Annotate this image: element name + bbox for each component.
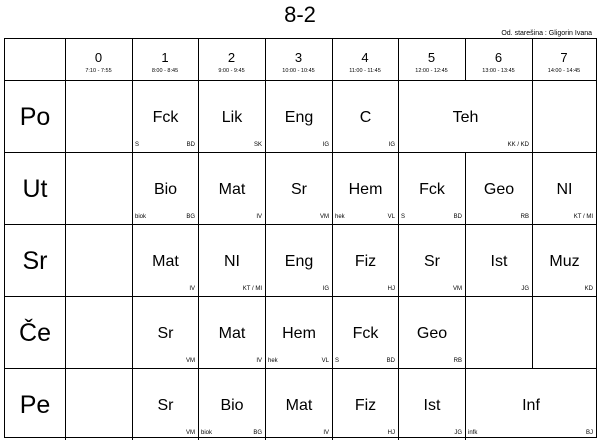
lesson-cell [133,297,198,368]
lesson-teacher: BD [186,142,195,148]
lesson-teacher: IV [189,286,195,292]
lesson-cell [199,225,265,296]
lesson-subject: Lik [221,109,243,126]
lesson-teacher: HJ [387,430,395,436]
column-divider [532,297,533,368]
lesson-cell [199,153,265,224]
lesson-subject: Fiz [354,253,377,270]
lesson-cell [266,297,332,368]
timetable-grid [4,38,597,438]
lesson-cell [133,369,198,440]
lesson-subject: Bio [220,397,244,414]
period-header-7 [532,39,596,80]
lesson-cell [333,297,398,368]
period-header-3 [265,39,332,80]
period-number: 1 [161,50,169,65]
lesson-subject: Fiz [354,397,377,414]
column-divider [198,39,199,80]
column-divider [65,153,66,224]
lesson-cell [266,81,332,152]
lesson-cell [399,297,465,368]
lesson-cell [399,225,465,296]
lesson-teacher: JG [521,286,529,292]
lesson-subject: Fck [352,325,379,342]
period-number: 7 [560,50,568,65]
lesson-subject: Muz [549,253,580,270]
period-header-6 [465,39,532,80]
lesson-room: S [401,214,406,220]
day-label: Pe [19,390,51,419]
lesson-cell [266,225,332,296]
period-time: 14:00 - 14:45 [547,68,581,74]
lesson-subject: Ist [490,253,508,270]
period-time: 9:00 - 9:45 [218,68,245,74]
lesson-room: infk [468,430,478,436]
period-number: 5 [427,50,436,65]
column-divider [65,81,66,152]
lesson-cell [199,81,265,152]
lesson-subject: Sr [291,181,307,198]
lesson-subject: Mat [152,253,179,270]
lesson-cell [466,153,532,224]
period-header-1 [132,39,198,80]
lesson-teacher: BG [253,430,262,436]
lesson-subject: Geo [416,325,448,342]
lesson-cell [399,369,465,440]
lesson-teacher: HJ [387,286,395,292]
lesson-teacher: VL [321,358,329,364]
column-divider [465,297,466,368]
lesson-room: biok [135,214,147,220]
period-number: 0 [94,50,103,65]
lesson-teacher: IV [323,430,329,436]
lesson-room: biok [201,430,213,436]
column-divider [65,369,66,440]
period-number: 2 [227,50,236,65]
lesson-subject: Mat [285,397,313,414]
period-time: 10:00 - 10:45 [282,68,315,74]
lesson-teacher: KK / KD [507,142,529,148]
lesson-subject: C [359,109,372,126]
lesson-subject: Geo [483,181,515,198]
column-divider [398,39,399,80]
lesson-teacher: KD [584,286,593,292]
lesson-teacher: IG [322,142,329,148]
lesson-subject: Sr [157,397,174,414]
period-number: 4 [361,50,369,65]
period-header-2 [198,39,265,80]
lesson-cell [399,153,465,224]
day-label: Ut [22,174,48,203]
column-divider [65,225,66,296]
column-divider [532,39,533,80]
lesson-cell [533,153,596,224]
timetable-title: 8-2 [284,2,316,27]
lesson-cell [333,153,398,224]
lesson-cell [466,225,532,296]
lesson-teacher: RB [453,358,462,364]
lesson-subject: Inf [522,397,540,414]
lesson-subject: NI [556,181,573,198]
lesson-cell [399,81,532,152]
lesson-cell [333,81,398,152]
lesson-cell [133,153,198,224]
period-header-4 [332,39,398,80]
lesson-subject: Sr [157,325,174,342]
lesson-cell [133,225,198,296]
lesson-cell [266,153,332,224]
period-number: 6 [494,50,503,65]
lesson-room: hek [268,358,278,364]
lesson-room: S [135,142,140,148]
period-number: 3 [294,50,303,65]
lesson-teacher: VL [387,214,395,220]
lesson-room: S [335,358,340,364]
day-label: Če [19,318,51,347]
lesson-teacher: IG [388,142,395,148]
lesson-teacher: SK [253,142,262,148]
column-divider [265,39,266,80]
lesson-cell [199,297,265,368]
column-divider [465,39,466,80]
lesson-teacher: VM [186,430,195,436]
period-header-5 [398,39,465,80]
lesson-teacher: BG [186,214,195,220]
period-time: 8:00 - 8:45 [151,68,179,74]
lesson-cell [333,369,398,440]
lesson-teacher: BD [453,214,462,220]
column-divider [332,39,333,80]
lesson-subject: Fck [152,109,179,126]
lesson-teacher: BD [386,358,395,364]
lesson-teacher: KT / MI [242,286,262,292]
lesson-teacher: JG [454,430,462,436]
lesson-cell [199,369,265,440]
lesson-subject: Mat [218,325,246,342]
column-divider [132,39,133,80]
lesson-cell [333,225,398,296]
lesson-teacher: IG [322,286,329,292]
lesson-teacher: BJ [585,430,593,436]
lesson-subject: NI [224,253,240,270]
lesson-teacher: IV [256,214,262,220]
lesson-subject: Eng [284,253,314,270]
column-divider [532,81,533,152]
day-label: Po [19,102,51,131]
lesson-subject: Eng [284,109,314,126]
lesson-subject: Mat [218,181,246,198]
lesson-teacher: VM [453,286,462,292]
period-time: 7:10 - 7:55 [85,68,112,74]
lesson-teacher: VM [186,358,195,364]
lesson-subject: Hem [348,181,383,198]
lesson-subject: Hem [282,325,316,342]
period-header-0 [65,39,132,80]
column-divider [65,297,66,368]
lesson-cell [533,225,596,296]
lesson-subject: Teh [452,109,479,126]
lesson-subject: Sr [424,253,440,270]
class-teacher: Od. starešina : Gligorin Ivana [501,30,592,37]
lesson-subject: Fck [419,181,445,198]
lesson-teacher: RB [520,214,529,220]
lesson-cell [266,369,332,440]
lesson-subject: Bio [153,181,178,198]
lesson-teacher: KT / MI [573,214,593,220]
period-time: 12:00 - 12:45 [415,68,448,74]
lesson-cell [133,81,198,152]
lesson-teacher: IV [256,358,262,364]
day-label: Sr [22,246,48,275]
period-time: 13:00 - 13:45 [482,68,515,74]
lesson-subject: Ist [423,397,441,414]
column-divider [65,39,66,80]
lesson-room: hek [335,214,345,220]
lesson-teacher: VM [320,214,329,220]
period-time: 11:00 - 11:45 [349,68,381,74]
lesson-cell [466,369,596,440]
